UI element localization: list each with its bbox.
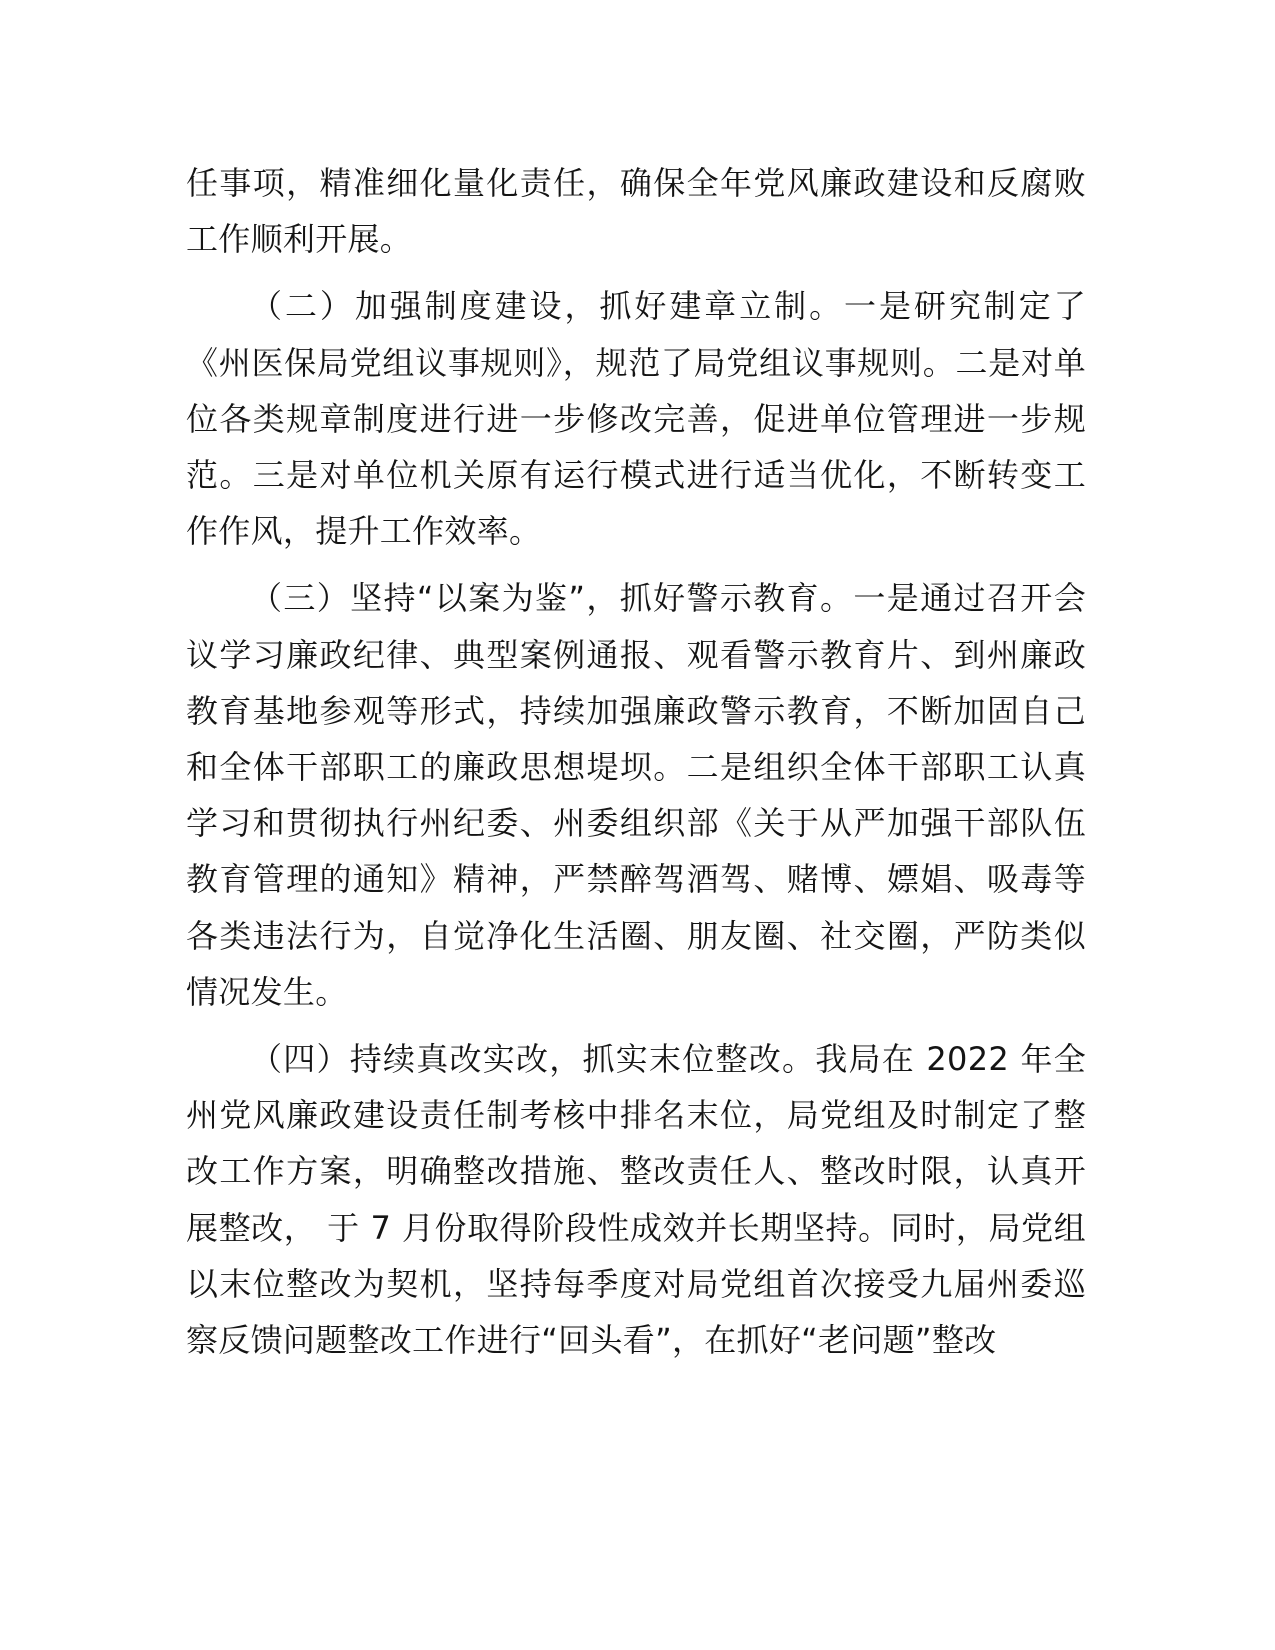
paragraph-line: 州党风廉政建设责任制考核中排名末位，局党组及时制定了整 [186, 1096, 1086, 1135]
paragraph-line: 工作作风，提升工作效率。 [186, 456, 1086, 551]
paragraph-line: （二）加强制度建设，抓好建章立制。一是研究制定了 [250, 287, 1086, 326]
paragraph-continuation [186, 155, 1086, 267]
paragraph-line: 任事项，精准细化量化责任，确保全年党风廉政建设和反腐败 [186, 164, 1086, 202]
paragraph-line: 工作顺利开展。 [186, 220, 413, 259]
paragraph-line: （三）坚持“以案为鉴”，抓好警示教育。一是通过召开 [250, 579, 1054, 618]
paragraph-line: 《州医保局党组议事规则》，规范了局党组议事规则。二是对 [186, 343, 1054, 382]
paragraph-section-4 [186, 1031, 1086, 1368]
paragraph-section-2 [186, 278, 1086, 559]
paragraph-line: 政教育基地参观等形式，持续加强廉政警示教育，不断加固自 [186, 635, 1086, 730]
paragraph-line: 会议学习廉政纪律、典型案例通报、观看警示教育片、到州廉 [186, 579, 1086, 674]
paragraph-line: 伍教育管理的通知》精神，严禁醉驾酒驾、赌博、嫖娼、吸毒 [186, 804, 1086, 899]
paragraph-line: 似情况发生。 [186, 916, 1086, 1011]
paragraph-line: 等各类违法行为，自觉净化生活圈、朋友圈、社交圈，严防类 [186, 860, 1086, 955]
paragraph-line: 巡察反馈问题整改工作进行“回头看”，在抓好“老问题”整改 [186, 1264, 1086, 1360]
document-body [186, 155, 1086, 1379]
paragraph-line: 单位各类规章制度进行进一步修改完善，促进单位管理进一步 [186, 343, 1086, 438]
paragraph-line: 展整改， 于 7 月份取得阶段性成效并长期坚持。同时，局党 [186, 1208, 1054, 1247]
paragraph-line: 改工作方案，明确整改措施、整改责任人、整改时限，认真开 [186, 1152, 1086, 1191]
paragraph-line: 真学习和贯彻执行州纪委、州委组织部《关于从严加强干部队 [186, 748, 1086, 843]
paragraph-line: 组以末位整改为契机，坚持每季度对局党组首次接受九届州委 [186, 1208, 1086, 1303]
paragraph-section-3 [186, 570, 1086, 1020]
paragraph-line: 己和全体干部职工的廉政思想堤坝。二是组织全体干部职工认 [186, 691, 1086, 787]
paragraph-line: （四）持续真改实改，抓实末位整改。我局在 2022 年全 [250, 1040, 1086, 1079]
paragraph-line: 规范。三是对单位机关原有运行模式进行适当优化，不断转变 [186, 399, 1086, 495]
